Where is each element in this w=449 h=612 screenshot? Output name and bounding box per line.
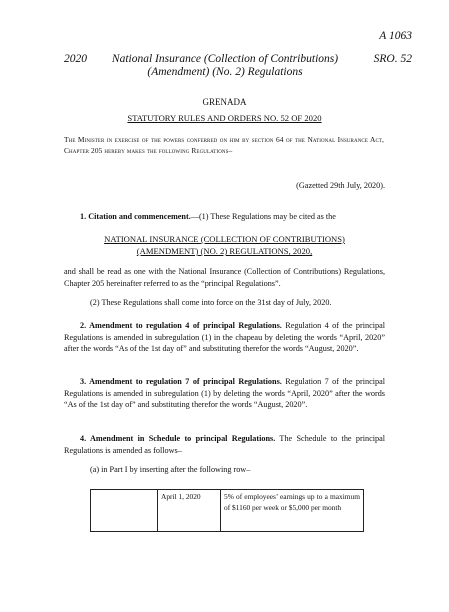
header-title-line2: (Amendment) (No. 2) Regulations xyxy=(147,66,303,78)
regulations-title-line2: (AMENDMENT) (NO. 2) REGULATIONS, 2020, xyxy=(136,246,313,256)
header-title-line1: National Insurance (Collection of Contributions) xyxy=(111,53,339,65)
section-2-text: Regulation 4 of the principal Regulations is amended in subregulation (1) in the chapeau by deleting the words “April, 2020” after the words “As of the 1st day of” and substituting therefor the words “August, 2020”. xyxy=(64,321,385,354)
section-2 xyxy=(64,320,385,355)
preamble: The Minister in exercise of the powers conferred on him by section 64 of the National Insurance Act, Chapter 205 hereby makes the following Regulations– xyxy=(64,135,384,155)
regulations-title xyxy=(0,233,449,257)
section-4-heading: 4. Amendment in Schedule to principal Regulations. xyxy=(80,434,276,443)
section-4-item-a: (a) in Part I by inserting after the following row– xyxy=(90,465,251,474)
table-cell-empty xyxy=(91,490,158,532)
section-1-subsection-2: (2) These Regulations shall come into force on the 31st day of July, 2020. xyxy=(90,298,332,307)
section-3-text: Regulation 7 of the principal Regulations is amended in subregulation (1) by deleting the words “April, 2020” after the words “As of the 1st day of” and substituting therefor the words “August, 2020”. xyxy=(64,377,385,410)
regulations-title-line1: NATIONAL INSURANCE (COLLECTION OF CONTRIBUTIONS) xyxy=(104,234,345,244)
header-title xyxy=(100,53,350,79)
gazetted-date: (Gazetted 29th July, 2020). xyxy=(296,181,385,190)
section-1-continuation: and shall be read as one with the National Insurance (Collection of Contributions) Regulations, Chapter 205 hereinafter referred to as the “principal Regulations”. xyxy=(64,267,385,288)
header-year: 2020 xyxy=(64,53,87,65)
table-row xyxy=(91,490,364,532)
section-4 xyxy=(64,433,385,456)
section-2-heading: 2. Amendment to regulation 4 of principal Regulations. xyxy=(80,321,282,330)
section-1-heading: 1. Citation and commencement. xyxy=(80,212,191,221)
page-number: A 1063 xyxy=(379,30,412,42)
section-4-text: The Schedule to the principal Regulations is amended as follows– xyxy=(64,434,385,455)
country-heading: GRENADA xyxy=(202,97,247,107)
table-cell-date: April 1, 2020 xyxy=(158,490,221,532)
header-sro: SRO. 52 xyxy=(373,53,412,65)
section-3-heading: 3. Amendment to regulation 7 of principal Regulations. xyxy=(80,377,282,386)
rules-heading: STATUTORY RULES AND ORDERS NO. 52 OF 2020 xyxy=(127,113,322,123)
table-cell-rate: 5% of employees’ earnings up to a maximum of $1160 per week or $5,000 per month xyxy=(221,490,364,532)
section-1-text: —(1) These Regulations may be cited as the xyxy=(190,212,336,221)
section-1 xyxy=(80,211,385,223)
section-3 xyxy=(64,376,385,411)
schedule-table xyxy=(90,489,364,532)
